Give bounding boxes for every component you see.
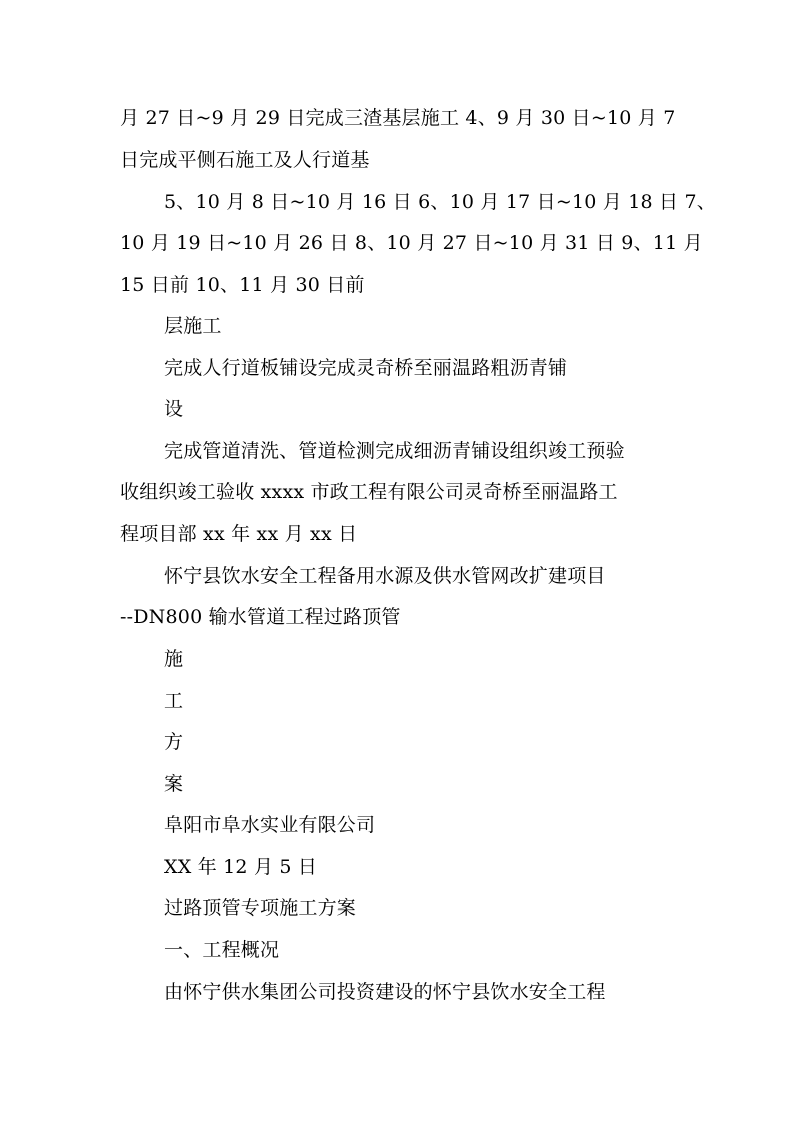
text-line: 完成管道清洗、管道检测完成细沥青铺设组织竣工预验 (164, 440, 625, 462)
text-line: 由怀宁供水集团公司投资建设的怀宁县饮水安全工程 (164, 981, 606, 1003)
text-line: 日完成平侧石施工及人行道基 (120, 149, 370, 171)
text-line: 程项目部 xx 年 xx 月 xx 日 (120, 523, 358, 545)
text-line: 设 (164, 398, 184, 420)
text-line: 完成人行道板铺设完成灵奇桥至丽温路粗沥青铺 (164, 357, 568, 379)
text-line: --DN800 输水管道工程过路顶管 (120, 606, 401, 628)
text-line: 10 月 19 日~10 月 26 日 8、10 月 27 日~10 月 31 日 9、11 月 (120, 232, 703, 254)
text-line: 阜阳市阜水实业有限公司 (164, 814, 376, 836)
text-line: 工 (164, 690, 184, 712)
text-line: XX 年 12 月 5 日 (164, 856, 318, 878)
text-line: 过路顶管专项施工方案 (164, 897, 357, 919)
text-line: 方 (164, 731, 184, 753)
text-line: 5、10 月 8 日~10 月 16 日 6、10 月 17 日~10 月 18 日 7、 (164, 191, 716, 213)
text-line: 一、工程概况 (164, 939, 280, 961)
text-line: 层施工 (164, 315, 222, 337)
text-line: 收组织竣工验收 xxxx 市政工程有限公司灵奇桥至丽温路工 (120, 481, 618, 503)
text-line: 案 (164, 773, 184, 795)
text-line: 施 (164, 648, 184, 670)
text-line: 怀宁县饮水安全工程备用水源及供水管网改扩建项目 (164, 565, 606, 587)
text-line: 月 27 日~9 月 29 日完成三渣基层施工 4、9 月 30 日~10 月 7 (120, 107, 676, 129)
text-line: 15 日前 10、11 月 30 日前 (120, 274, 365, 296)
